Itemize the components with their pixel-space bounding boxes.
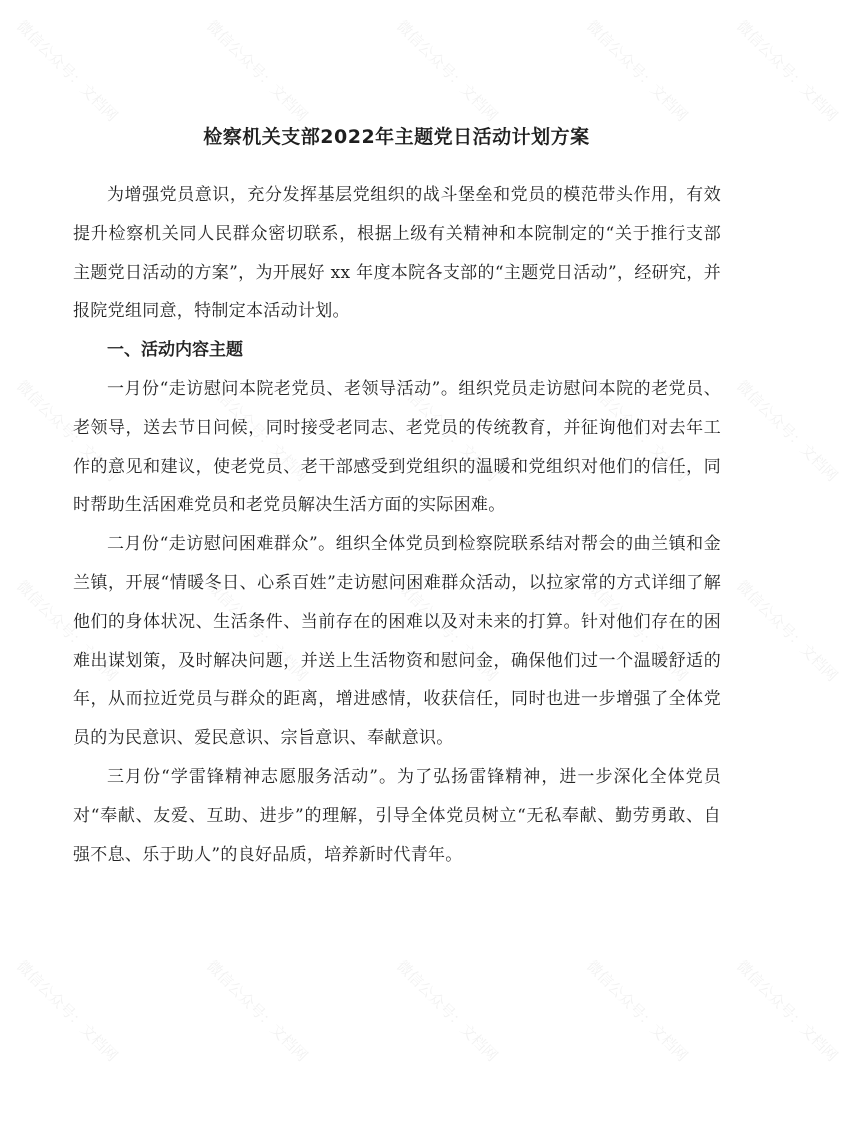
watermark: 微信公众号：文档网 <box>733 956 842 1065</box>
watermark: 微信公众号：文档网 <box>733 16 842 125</box>
document-title: 检察机关支部2022年主题党日活动计划方案 <box>203 126 590 148</box>
watermark: 微信公众号：文档网 <box>203 956 312 1065</box>
watermark: 微信公众号：文档网 <box>583 16 692 125</box>
february-paragraph: 二月份“走访慰问困难群众”。组织全体党员到检察院联系结对帮会的曲兰镇和金兰镇，开展“情暖冬日、心系百姓”走访慰问困难群众活动，以拉家常的方式详细了解他们的身体状况、生活条件、当前存在的困难以及对未来的打算。针对他们存在的困难出谋划策，及时解决问题，并送上生活物资和慰问金，确保他们过一个温暖舒适的年，从而拉近党员与群众的距离，增进感情，收获信任，同时也进一步增强了全体党员的为民意识、爱民意识、宗旨意识、奉献意识。 <box>73 534 721 749</box>
watermark: 微信公众号：文档网 <box>393 376 502 485</box>
march-paragraph: 三月份“学雷锋精神志愿服务活动”。为了弘扬雷锋精神，进一步深化全体党员对“奉献、友爱、互助、进步”的理解，引导全体党员树立“无私奉献、勤劳勇敢、自强不息、乐于助人”的良好品质，培养新时代青年。 <box>73 766 721 865</box>
document-body <box>73 176 721 874</box>
watermark: 微信公众号：文档网 <box>13 376 122 485</box>
section-heading: 一、活动内容主题 <box>107 340 243 361</box>
watermark: 微信公众号：文档网 <box>733 376 842 485</box>
watermark: 微信公众号：文档网 <box>583 576 692 685</box>
watermark: 微信公众号：文档网 <box>203 576 312 685</box>
watermark: 微信公众号：文档网 <box>393 956 502 1065</box>
watermark: 微信公众号：文档网 <box>13 16 122 125</box>
watermark: 微信公众号：文档网 <box>203 16 312 125</box>
watermark: 微信公众号：文档网 <box>203 376 312 485</box>
watermark: 微信公众号：文档网 <box>733 576 842 685</box>
watermark: 微信公众号：文档网 <box>393 576 502 685</box>
watermark: 微信公众号：文档网 <box>393 16 502 125</box>
intro-paragraph: 为增强党员意识，充分发挥基层党组织的战斗堡垒和党员的模范带头作用，有效提升检察机关同人民群众密切联系，根据上级有关精神和本院制定的“关于推行支部主题党日活动的方案”，为开展好 xx 年度本院各支部的“主题党日活动”，经研究，并报院党组同意，特制定本活动计划。 <box>73 185 721 322</box>
watermark: 微信公众号：文档网 <box>583 376 692 485</box>
watermark: 微信公众号：文档网 <box>13 576 122 685</box>
january-paragraph: 一月份“走访慰问本院老党员、老领导活动”。组织党员走访慰问本院的老党员、老领导，送去节日问候，同时接受老同志、老党员的传统教育，并征询他们对去年工作的意见和建议，使老党员、老干部感受到党组织的温暖和党组织对他们的信任，同时帮助生活困难党员和老党员解决生活方面的实际困难。 <box>73 378 721 516</box>
watermark: 微信公众号：文档网 <box>583 956 692 1065</box>
watermark: 微信公众号：文档网 <box>13 956 122 1065</box>
